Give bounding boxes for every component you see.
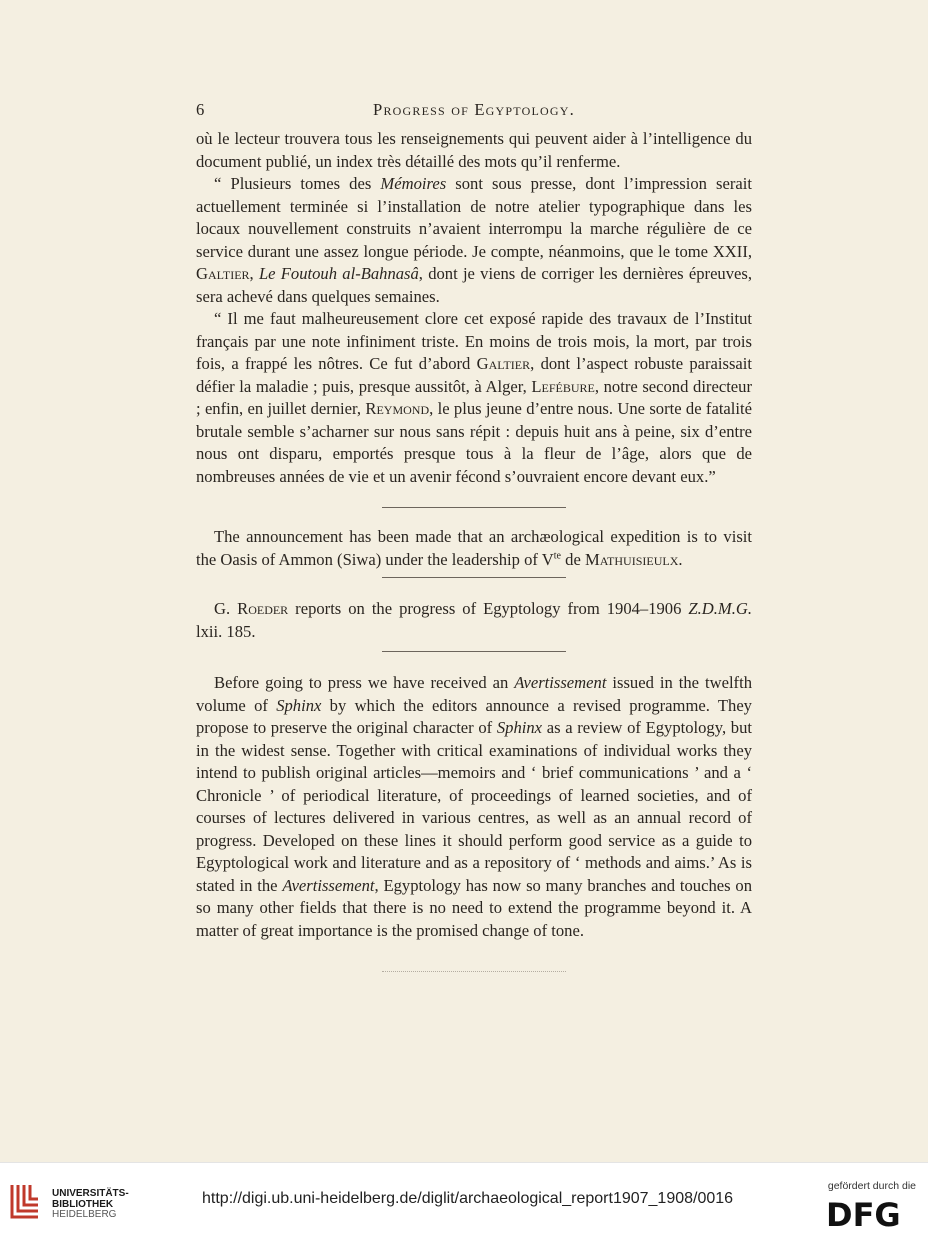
text: The announcement has been made that an archæological expedition is to visit the Oasis of Ammon (Siwa) under the leadership of V <box>196 527 752 569</box>
paragraph-memoires <box>196 173 752 308</box>
page-header <box>196 98 752 128</box>
text: as a review of Egyptology, but in the widest sense. Together with critical examinations of individual works they intend to publish original articles—memoirs and ‘ brief communications ’ and a ‘ Chronicle ’ of periodical literature, of proceedings of learned societies, and of courses of lectures delivered in various centres, as well as an annual record of progress. Developed on these lines it should perform good service as a guide to Egyptological work and literature and as a repository of ‘ methods and aims.’ As is stated in the <box>196 718 752 895</box>
library-name-line: BIBLIOTHEK <box>52 1198 114 1210</box>
paragraph-siwa-expedition <box>196 526 752 571</box>
italic-text: Avertissement <box>514 673 607 692</box>
library-name <box>52 1189 129 1221</box>
running-head: Progress of Egyptology. <box>373 100 575 119</box>
author-name: Galtier <box>476 354 531 373</box>
dfg-logo-icon[interactable] <box>826 1199 914 1229</box>
paragraph-roeder <box>196 598 752 643</box>
text: , notre second directeur ; enfin, en juillet dernier, <box>196 376 752 418</box>
viewer-footer <box>0 1162 928 1239</box>
text: by which the editors announce a revised programme. They propose to preserve the original character of <box>196 695 752 737</box>
page-content <box>196 98 752 972</box>
text: Before going to press we have received an <box>214 673 515 692</box>
paragraph-obituary <box>196 308 752 488</box>
author-name: Galtier <box>196 264 250 283</box>
university-library-logo-icon[interactable] <box>8 1181 42 1221</box>
paragraph-sphinx <box>196 672 752 942</box>
text: . <box>678 549 683 569</box>
text: sont sous presse, dont l’impression serait actuellement terminée si l’installation de notre atelier typographique dans les locaux nouvellement construits n’avaient interrompu la marche régulière de ce service durant une assez longue période. Je compte, néanmoins, que le tome XXII, <box>196 174 752 261</box>
library-name-line: UNIVERSITÄTS- <box>52 1188 129 1199</box>
italic-text: Sphinx <box>276 695 322 715</box>
paragraph-french-continuation <box>196 128 752 173</box>
text: “ Plusieurs tomes des <box>214 174 381 193</box>
text: reports on the progress of Egyptology from 1904–1906 <box>288 599 689 618</box>
page-number: 6 <box>196 100 205 119</box>
text: , <box>249 264 259 283</box>
author-name: Lefébure <box>531 376 595 396</box>
dfg-logo-text: DFG <box>826 1199 901 1229</box>
text: “ Il me faut malheureusement clore cet exposé rapide des travaux de l’Institut français par une note infiniment triste. En moins de trois mois, la mort, par trois fois, a frappé les nôtres. Ce fut d’abord <box>196 309 752 373</box>
text: issued in the twelfth volume of <box>196 673 752 715</box>
section-divider <box>382 651 566 652</box>
text: où le lecteur trouvera tous les renseignements qui peuvent aider à l’intelligence du document publié, un index très détaillé des mots qu’il renferme. <box>196 129 752 171</box>
text: , dont je viens de corriger les dernières épreuves, sera achevé dans quelques semaines. <box>196 264 752 306</box>
section-divider <box>382 577 566 578</box>
text: lxii. 185. <box>196 621 256 641</box>
italic-text: Z.D.M.G. <box>688 599 752 618</box>
end-divider <box>382 971 566 972</box>
italic-text: Avertissement <box>282 875 375 895</box>
italic-text: Sphinx <box>496 718 543 737</box>
text: , dont l’aspect robuste paraissait défier la maladie ; puis, presque aussitôt, à Alger, <box>196 354 752 396</box>
section-divider <box>382 507 566 508</box>
superscript: te <box>553 549 561 561</box>
italic-text: Le Foutouh al-Bahnasâ <box>258 264 419 283</box>
text: , le plus jeune d’entre nous. Une sorte de fatalité brutale semble s’acharner sur nous sans répit : depuis huit ans à peine, six d’entre nous ont disparu, emportés presque tous à la fleur de l’âge, alors que de nombreuses années de vie et un avenir fécond s’ouvraient encore devant eux.” <box>196 399 752 486</box>
italic-text: Mémoires <box>380 174 447 193</box>
permalink-url[interactable]: http://digi.ub.uni-heidelberg.de/diglit/archaeological_report1907_1908/0016 <box>202 1190 734 1207</box>
text: de <box>561 549 585 569</box>
author-name: Roeder <box>237 599 289 618</box>
author-name: Mathuisieulx <box>584 549 679 569</box>
text: , Egyptology has now so many branches and touches on so many other fields that there is no need to extend the programme beyond it. A matter of great importance is the promised change of tone. <box>196 875 752 940</box>
library-name-line: HEIDELBERG <box>52 1209 117 1220</box>
text: G. <box>214 599 238 618</box>
sponsor-caption: gefördert durch die <box>827 1180 916 1192</box>
author-name: Reymond <box>365 399 430 418</box>
